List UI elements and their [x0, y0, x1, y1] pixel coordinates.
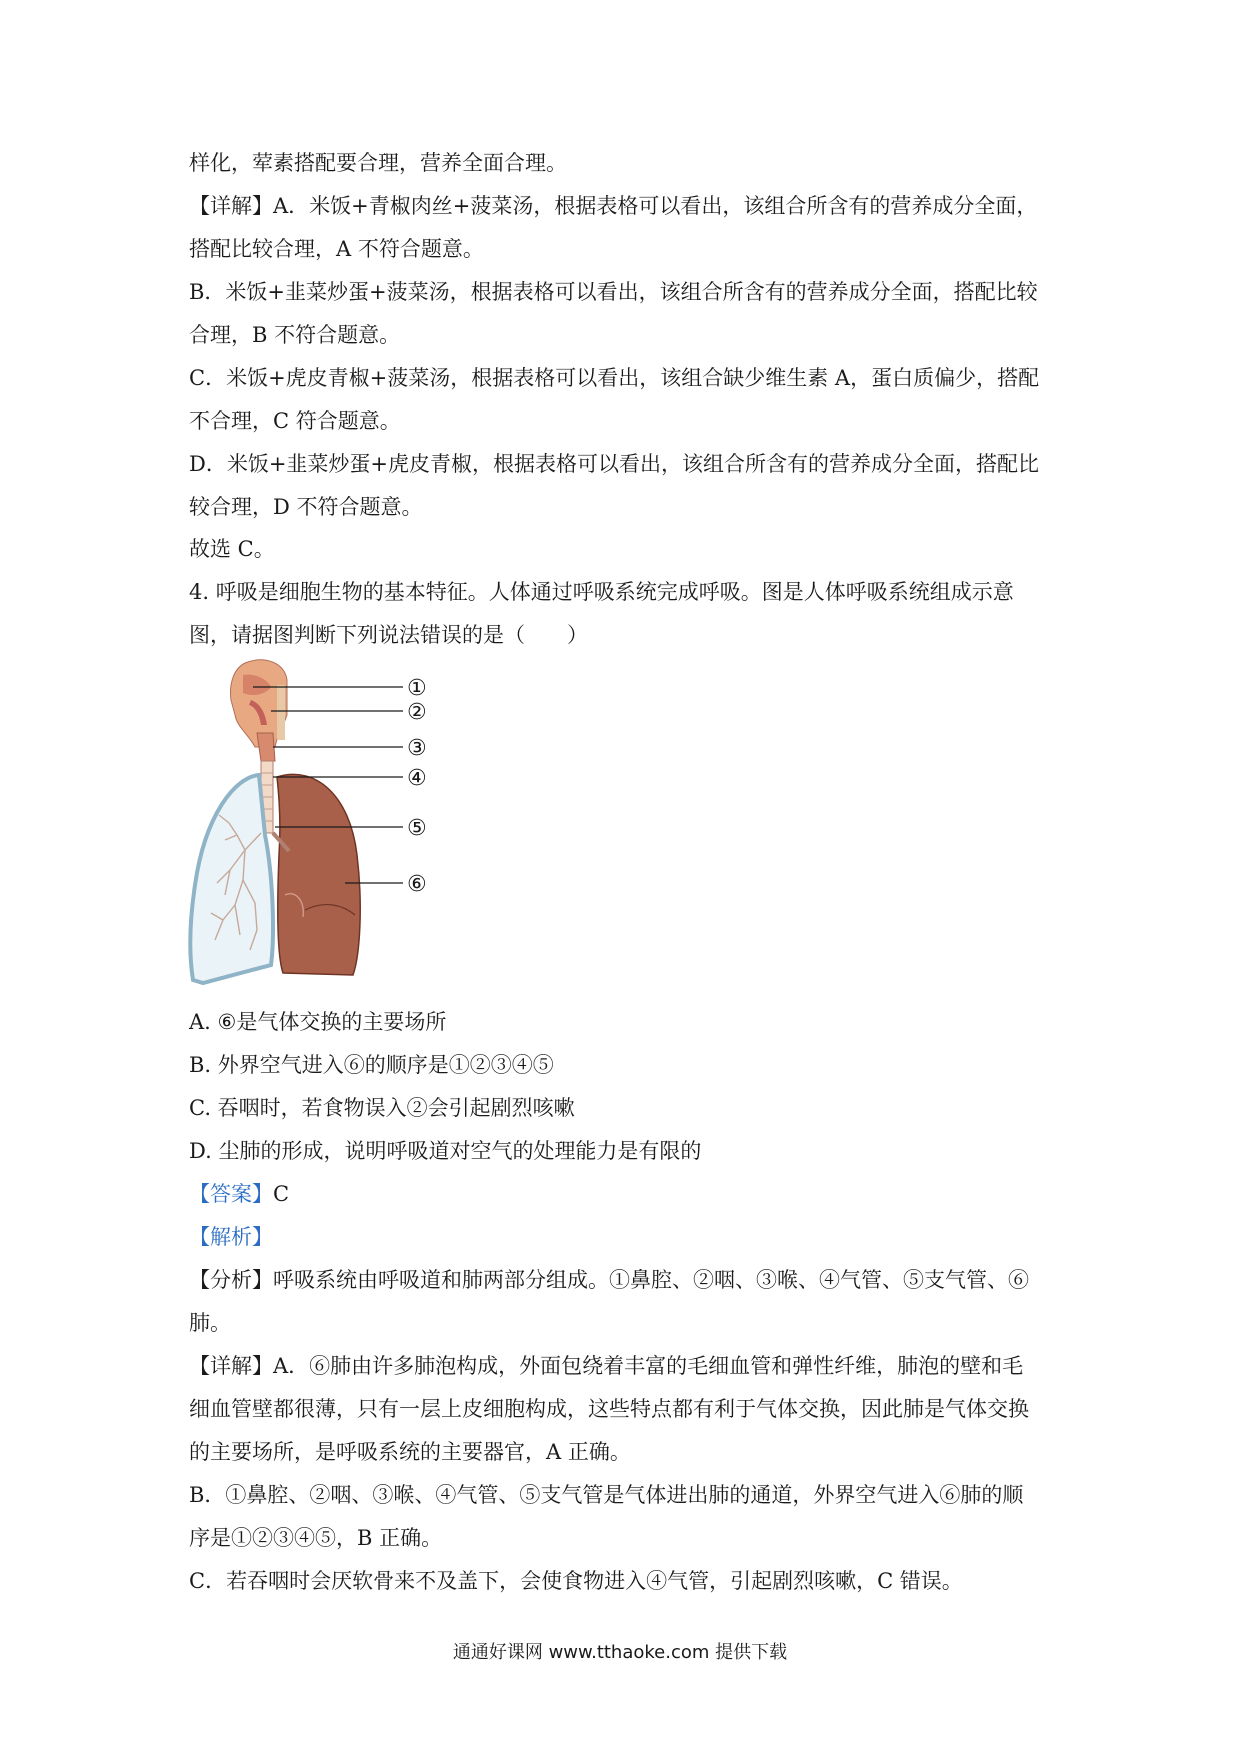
analysis-line: 的主要场所，是呼吸系统的主要器官，A 正确。 — [189, 1440, 631, 1464]
answer-line — [189, 1179, 289, 1209]
text-line: D．米饭+韭菜炒蛋+虎皮青椒，根据表格可以看出，该组合所含有的营养成分全面，搭配比 — [189, 452, 1040, 476]
text-line: 【详解】A．米饭+青椒肉丝+菠菜汤，根据表格可以看出，该组合所含有的营养成分全面， — [189, 194, 1038, 218]
option-c: C. 吞咽时，若食物误入②会引起剧烈咳嗽 — [189, 1096, 575, 1120]
label-6: ⑥ — [407, 872, 427, 897]
question-stem: 图，请据图判断下列说法错误的是（ ） — [189, 623, 588, 647]
respiratory-system-diagram — [185, 655, 465, 990]
answer-value: C — [273, 1182, 290, 1206]
label-3: ③ — [407, 736, 427, 761]
answer-tag: 【答案】 — [189, 1182, 273, 1206]
option-b: B. 外界空气进入⑥的顺序是①②③④⑤ — [189, 1053, 554, 1077]
text-line: C．米饭+虎皮青椒+菠菜汤，根据表格可以看出，该组合缺少维生素 A，蛋白质偏少，搭配 — [189, 366, 1040, 390]
question-stem: 4. 呼吸是细胞生物的基本特征。人体通过呼吸系统完成呼吸。图是人体呼吸系统组成示意 — [189, 580, 1014, 604]
analysis-line: 【详解】A．⑥肺由许多肺泡构成，外面包绕着丰富的毛细血管和弹性纤维，肺泡的壁和毛 — [189, 1354, 1024, 1378]
label-5: ⑤ — [407, 816, 427, 841]
analysis-line: C．若吞咽时会厌软骨来不及盖下，会使食物进入④气管，引起剧烈咳嗽，C 错误。 — [189, 1569, 963, 1593]
text-line: 搭配比较合理，A 不符合题意。 — [189, 237, 484, 261]
analysis-line: B．①鼻腔、②咽、③喉、④气管、⑤支气管是气体进出肺的通道，外界空气进入⑥肺的顺 — [189, 1483, 1024, 1507]
label-1: ① — [407, 676, 427, 701]
respiratory-system-illustration — [185, 655, 465, 990]
page-footer: 通通好课网 www.tthaoke.com 提供下载 — [452, 1642, 788, 1663]
analysis-line: 细血管壁都很薄，只有一层上皮细胞构成，这些特点都有利于气体交换，因此肺是气体交换 — [189, 1397, 1029, 1421]
text-line: B．米饭+韭菜炒蛋+菠菜汤，根据表格可以看出，该组合所含有的营养成分全面，搭配比较 — [189, 280, 1038, 304]
label-2: ② — [407, 700, 427, 725]
option-d: D. 尘肺的形成，说明呼吸道对空气的处理能力是有限的 — [189, 1139, 702, 1163]
text-line: 合理，B 不符合题意。 — [189, 323, 401, 347]
text-line: 不合理，C 符合题意。 — [189, 409, 401, 433]
label-4: ④ — [407, 766, 427, 791]
analysis-line: 序是①②③④⑤，B 正确。 — [189, 1526, 443, 1550]
analysis-tag: 【解析】 — [189, 1225, 273, 1249]
analysis-line: 【分析】呼吸系统由呼吸道和肺两部分组成。①鼻腔、②咽、③喉、④气管、⑤支气管、⑥ — [189, 1268, 1029, 1292]
option-a: A. ⑥是气体交换的主要场所 — [189, 1010, 447, 1034]
analysis-line: 肺。 — [189, 1311, 231, 1335]
text-line: 样化，荤素搭配要合理，营养全面合理。 — [189, 151, 567, 175]
text-line: 故选 C。 — [189, 537, 275, 561]
text-line: 较合理，D 不符合题意。 — [189, 495, 423, 519]
